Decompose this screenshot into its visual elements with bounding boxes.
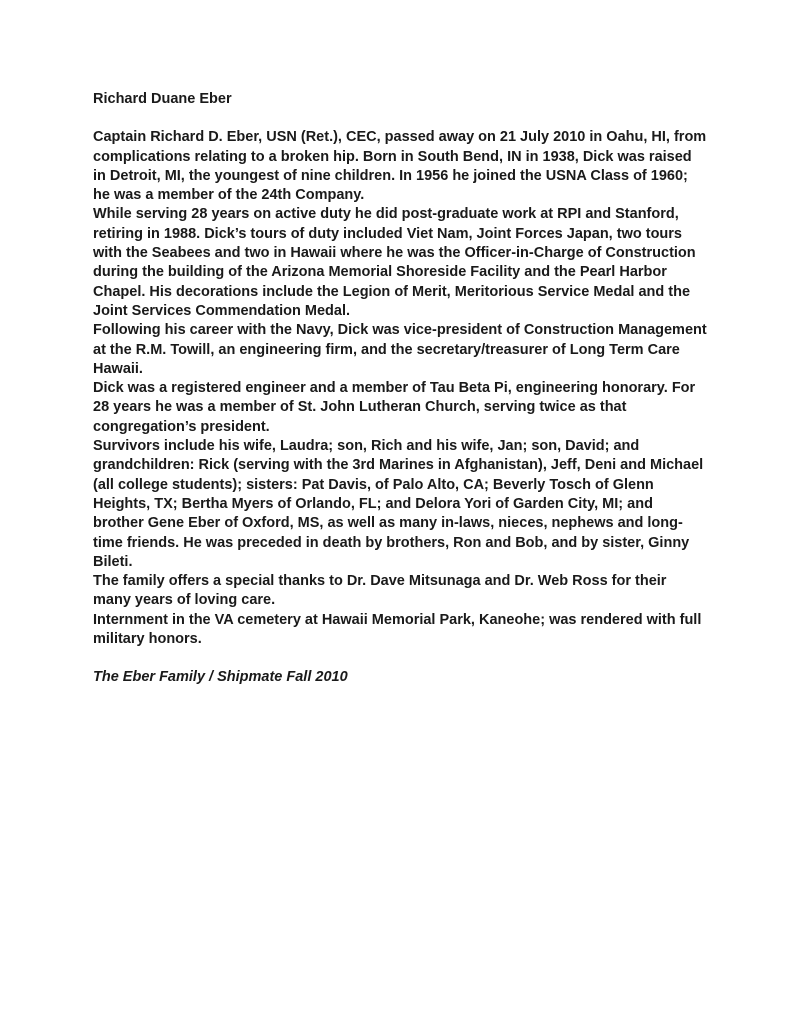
- paragraph-thanks: The family offers a special thanks to Dr. Dave Mitsunaga and Dr. Web Ross for their many years of loving care.: [93, 573, 667, 609]
- paragraph-civilian-career: Following his career with the Navy, Dick was vice-president of Construction Management at the R.M. Towill, an engineering firm, and the secretary/treasurer of Long Term Care Hawaii.: [93, 322, 707, 377]
- document-footer-attribution: The Eber Family / Shipmate Fall 2010: [93, 669, 348, 686]
- paragraph-biography-intro: Captain Richard D. Eber, USN (Ret.), CEC, passed away on 21 July 2010 in Oahu, HI, from complications relating to a broken hip. Born in South Bend, IN in 1938, Dick was raised in Detroit, MI, the youngest of nine children. In 1956 he joined the USNA Class of 1960; he was a member of the 24th Company.: [93, 129, 707, 204]
- document-body: [93, 128, 707, 649]
- paragraph-navy-career: While serving 28 years on active duty he did post-graduate work at RPI and Stanford, retiring in 1988. Dick’s tours of duty included Viet Nam, Joint Forces Japan, two tours with the Seabees and two in Hawaii where he was the Officer-in-Charge of Construction during the building of the Arizona Memorial Shoreside Facility and the Pearl Harbor Chapel. His decorations include the Legion of Merit, Meritorious Service Medal and the Joint Services Commendation Medal.: [93, 206, 696, 319]
- paragraph-survivors: Survivors include his wife, Laudra; son, Rich and his wife, Jan; son, David; and grandchildren: Rick (serving with the 3rd Marines in Afghanistan), Jeff, Deni and Michael (all college students); sisters: Pat Davis, of Palo Alto, CA; Beverly Tosch of Glenn Heights, TX; Bertha Myers of Orlando, FL; and Delora Yori of Garden City, MI; and brother Gene Eber of Oxford, MS, as well as many in-laws, nieces, nephews and long-time friends. He was preceded in death by brothers, Ron and Bob, and by sister, Ginny Bileti.: [93, 438, 704, 570]
- paragraph-memberships: Dick was a registered engineer and a member of Tau Beta Pi, engineering honorary. For 28 years he was a member of St. John Lutheran Church, serving twice as that congregation’s president.: [93, 380, 696, 435]
- document-title: Richard Duane Eber: [93, 91, 232, 107]
- paragraph-interment: Internment in the VA cemetery at Hawaii Memorial Park, Kaneohe; was rendered with full military honors.: [93, 611, 702, 648]
